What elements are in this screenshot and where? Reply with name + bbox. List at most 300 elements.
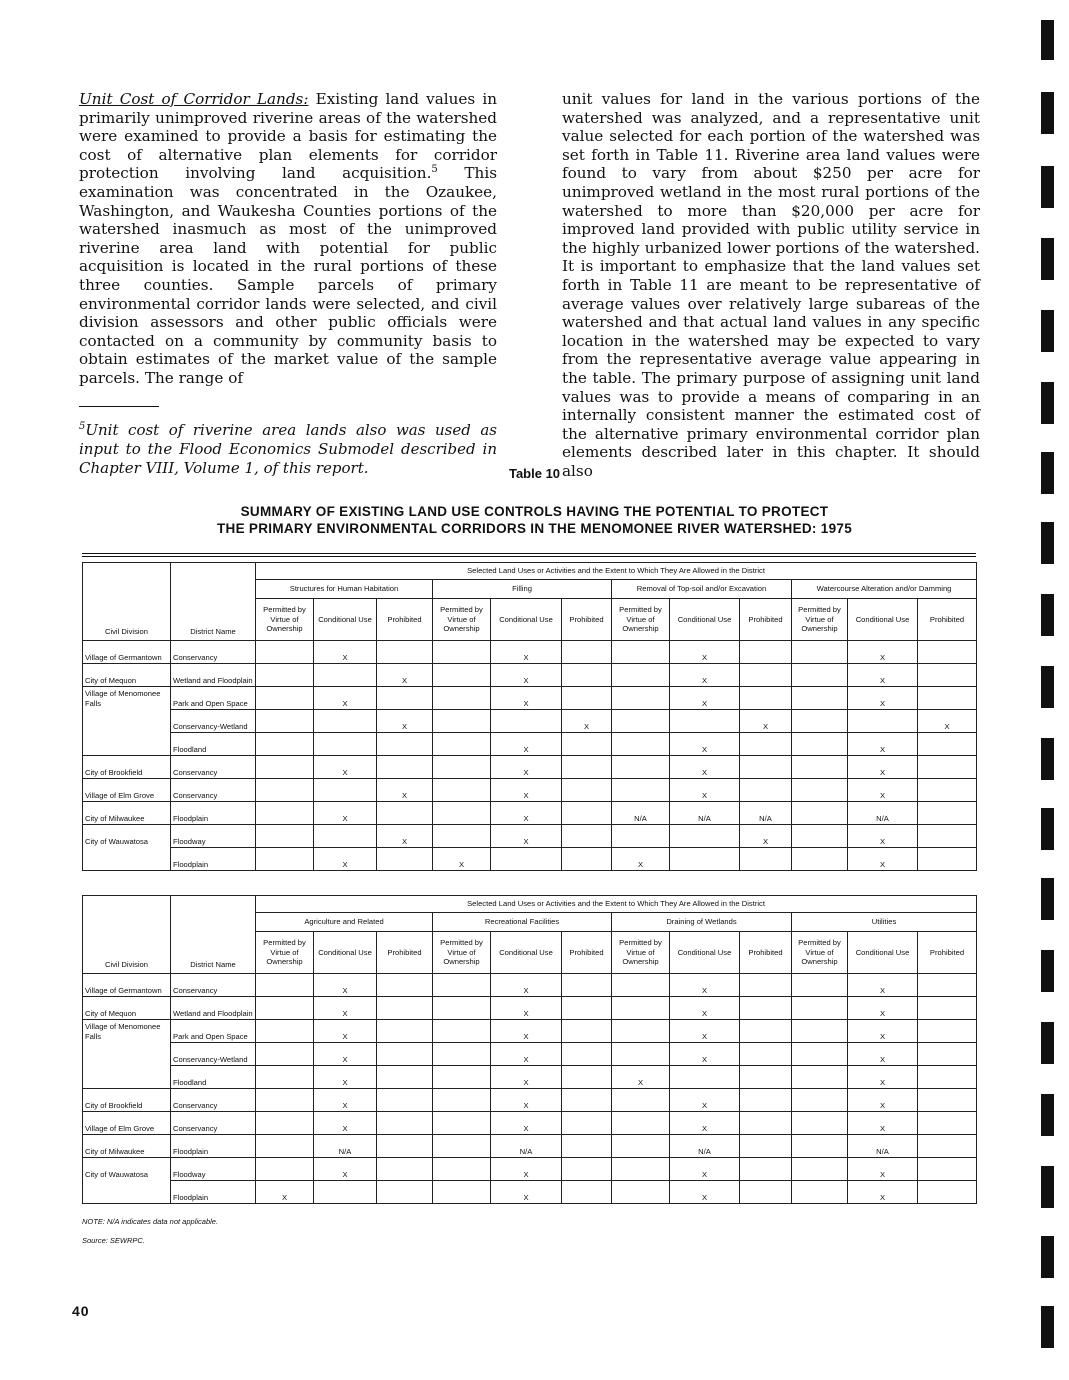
- allowance-cell: [792, 997, 848, 1020]
- allowance-cell: [314, 825, 377, 848]
- allowance-cell: X: [491, 779, 562, 802]
- allowance-cell: X: [377, 710, 433, 733]
- header-group: Structures for Human Habitation: [256, 580, 433, 599]
- table-title-line: SUMMARY OF EXISTING LAND USE CONTROLS HAVING THE POTENTIAL TO PROTECT: [240, 504, 829, 519]
- district-name-cell: Floodway: [171, 1158, 256, 1181]
- allowance-cell: [256, 710, 314, 733]
- district-name-cell: Floodplain: [171, 1135, 256, 1158]
- table-row: [83, 687, 977, 710]
- allowance-cell: [918, 1020, 977, 1043]
- allowance-cell: [256, 756, 314, 779]
- district-name-cell: Conservancy: [171, 974, 256, 997]
- table-row: [83, 997, 977, 1020]
- allowance-cell: [612, 1181, 670, 1204]
- civil-division-cell: City of Brookfield: [83, 756, 171, 779]
- allowance-cell: X: [670, 779, 740, 802]
- allowance-cell: [612, 825, 670, 848]
- allowance-cell: X: [740, 825, 792, 848]
- header-permitted-by-ownership: Permitted by Virtue of Ownership: [433, 932, 491, 974]
- edge-mark: [1041, 1094, 1054, 1136]
- header-group: Agriculture and Related: [256, 913, 433, 932]
- allowance-cell: [740, 779, 792, 802]
- allowance-cell: [670, 1066, 740, 1089]
- table-title: [0, 503, 1069, 537]
- header-conditional-use: Conditional Use: [314, 932, 377, 974]
- edge-mark: [1041, 382, 1054, 424]
- allowance-cell: [792, 802, 848, 825]
- allowance-cell: X: [670, 641, 740, 664]
- allowance-cell: [433, 1181, 491, 1204]
- allowance-cell: [792, 1112, 848, 1135]
- edge-mark: [1041, 594, 1054, 636]
- allowance-cell: X: [918, 710, 977, 733]
- allowance-cell: X: [848, 733, 918, 756]
- allowance-cell: [918, 1089, 977, 1112]
- table-title-line: THE PRIMARY ENVIRONMENTAL CORRIDORS IN THE MENOMONEE RIVER WATERSHED: 1975: [216, 521, 852, 536]
- civil-division-cell: [83, 1181, 171, 1204]
- table-row: [83, 1135, 977, 1158]
- allowance-cell: X: [491, 997, 562, 1020]
- table-row: [83, 1158, 977, 1181]
- allowance-cell: [377, 848, 433, 871]
- table-label: Table 10: [508, 466, 561, 481]
- header-group: Watercourse Alteration and/or Damming: [792, 580, 977, 599]
- allowance-cell: [918, 664, 977, 687]
- allowance-cell: [918, 1158, 977, 1181]
- allowance-cell: [670, 848, 740, 871]
- allowance-cell: [256, 664, 314, 687]
- header-district-name: District Name: [171, 896, 256, 974]
- allowance-cell: [562, 974, 612, 997]
- allowance-cell: X: [612, 848, 670, 871]
- district-name-cell: Conservancy: [171, 756, 256, 779]
- allowance-cell: [562, 1181, 612, 1204]
- allowance-cell: N/A: [612, 802, 670, 825]
- footnote-text: Unit cost of riverine area lands also was used as input to the Flood Economics Submodel described in Chapter VIII, Volume 1, of this report.: [79, 420, 497, 477]
- allowance-cell: [256, 1020, 314, 1043]
- allowance-cell: [377, 1158, 433, 1181]
- allowance-cell: [562, 687, 612, 710]
- civil-division-cell: [83, 848, 171, 871]
- allowance-cell: X: [491, 1043, 562, 1066]
- allowance-cell: X: [491, 1066, 562, 1089]
- allowance-cell: X: [314, 687, 377, 710]
- allowance-cell: [612, 1135, 670, 1158]
- allowance-cell: [256, 1112, 314, 1135]
- allowance-cell: X: [314, 1066, 377, 1089]
- allowance-cell: [918, 848, 977, 871]
- allowance-cell: [433, 710, 491, 733]
- allowance-cell: X: [848, 1089, 918, 1112]
- allowance-cell: [377, 974, 433, 997]
- civil-division-cell: City of Milwaukee: [83, 1135, 171, 1158]
- header-group: Filling: [433, 580, 612, 599]
- header-prohibited: Prohibited: [562, 599, 612, 641]
- header-group: Draining of Wetlands: [612, 913, 792, 932]
- civil-division-cell: Village of Germantown: [83, 641, 171, 664]
- allowance-cell: [612, 664, 670, 687]
- allowance-cell: [433, 1089, 491, 1112]
- district-name-cell: Park and Open Space: [171, 1020, 256, 1043]
- district-name-cell: Floodway: [171, 825, 256, 848]
- allowance-cell: [377, 687, 433, 710]
- allowance-cell: [314, 1181, 377, 1204]
- allowance-cell: [377, 802, 433, 825]
- table-row: [83, 756, 977, 779]
- paragraph-text: Existing land values in primarily unimproved riverine areas of the watershed were examined to provide a basis for estimating the cost of alternative plan elements for corridor protection involving land acquisition.: [79, 90, 497, 183]
- edge-mark: [1041, 1166, 1054, 1208]
- allowance-cell: X: [848, 1112, 918, 1135]
- allowance-cell: X: [670, 1043, 740, 1066]
- allowance-cell: [612, 779, 670, 802]
- civil-division-cell: City of Milwaukee: [83, 802, 171, 825]
- edge-mark: [1041, 92, 1054, 134]
- allowance-cell: [562, 1135, 612, 1158]
- allowance-cell: [918, 1112, 977, 1135]
- allowance-cell: X: [491, 1181, 562, 1204]
- allowance-cell: [433, 802, 491, 825]
- civil-division-cell: City of Mequon: [83, 997, 171, 1020]
- allowance-cell: N/A: [848, 1135, 918, 1158]
- allowance-cell: [740, 997, 792, 1020]
- edge-mark: [1041, 738, 1054, 780]
- header-permitted-by-ownership: Permitted by Virtue of Ownership: [433, 599, 491, 641]
- allowance-cell: [562, 1112, 612, 1135]
- allowance-cell: [433, 779, 491, 802]
- allowance-cell: [918, 802, 977, 825]
- table-row: [83, 825, 977, 848]
- allowance-cell: X: [377, 664, 433, 687]
- allowance-cell: X: [670, 974, 740, 997]
- allowance-cell: [792, 1135, 848, 1158]
- allowance-cell: X: [491, 756, 562, 779]
- header-conditional-use: Conditional Use: [670, 932, 740, 974]
- table-row: [83, 974, 977, 997]
- district-name-cell: Wetland and Floodplain: [171, 997, 256, 1020]
- allowance-cell: X: [670, 756, 740, 779]
- allowance-cell: X: [314, 1089, 377, 1112]
- civil-division-cell: City of Wauwatosa: [83, 1158, 171, 1181]
- table-row: [83, 779, 977, 802]
- allowance-cell: [740, 1066, 792, 1089]
- allowance-cell: [792, 1043, 848, 1066]
- header-group: Recreational Facilities: [433, 913, 612, 932]
- allowance-cell: X: [491, 1112, 562, 1135]
- allowance-cell: [433, 825, 491, 848]
- allowance-cell: [377, 1066, 433, 1089]
- allowance-cell: [562, 848, 612, 871]
- allowance-cell: [792, 1181, 848, 1204]
- allowance-cell: [918, 1066, 977, 1089]
- header-civil-division: Civil Division: [83, 563, 171, 641]
- allowance-cell: [314, 779, 377, 802]
- allowance-cell: [377, 1135, 433, 1158]
- allowance-cell: X: [670, 1112, 740, 1135]
- allowance-cell: [740, 1181, 792, 1204]
- left-text-column: [79, 90, 497, 478]
- allowance-cell: [918, 756, 977, 779]
- allowance-cell: [740, 1043, 792, 1066]
- allowance-cell: X: [491, 974, 562, 997]
- edge-mark: [1041, 1236, 1054, 1278]
- district-name-cell: Conservancy: [171, 1112, 256, 1135]
- allowance-cell: [740, 1089, 792, 1112]
- allowance-cell: [562, 733, 612, 756]
- header-prohibited: Prohibited: [918, 599, 977, 641]
- allowance-cell: [491, 848, 562, 871]
- allowance-cell: [562, 997, 612, 1020]
- allowance-cell: [433, 687, 491, 710]
- allowance-cell: X: [848, 848, 918, 871]
- allowance-cell: [918, 779, 977, 802]
- footnote-divider: [79, 406, 159, 407]
- section-heading: Unit Cost of Corridor Lands:: [79, 90, 309, 108]
- header-conditional-use: Conditional Use: [848, 932, 918, 974]
- allowance-cell: X: [377, 825, 433, 848]
- allowance-cell: [433, 997, 491, 1020]
- allowance-cell: [256, 1158, 314, 1181]
- allowance-cell: [433, 1043, 491, 1066]
- edge-mark: [1041, 310, 1054, 352]
- civil-division-cell: Village of Elm Grove: [83, 779, 171, 802]
- civil-division-cell: [83, 710, 171, 733]
- allowance-cell: [918, 1135, 977, 1158]
- edge-mark: [1041, 666, 1054, 708]
- allowance-cell: [256, 641, 314, 664]
- allowance-cell: X: [848, 1066, 918, 1089]
- header-prohibited: Prohibited: [740, 599, 792, 641]
- allowance-cell: X: [314, 1158, 377, 1181]
- district-name-cell: Conservancy: [171, 1089, 256, 1112]
- allowance-cell: [792, 848, 848, 871]
- allowance-cell: [256, 848, 314, 871]
- allowance-cell: [918, 974, 977, 997]
- allowance-cell: [377, 756, 433, 779]
- allowance-cell: X: [848, 779, 918, 802]
- allowance-cell: [433, 1020, 491, 1043]
- allowance-cell: [792, 1158, 848, 1181]
- allowance-cell: [670, 825, 740, 848]
- allowance-cell: [792, 825, 848, 848]
- allowance-cell: [740, 848, 792, 871]
- edge-mark: [1041, 522, 1054, 564]
- allowance-cell: [256, 1043, 314, 1066]
- allowance-cell: X: [670, 997, 740, 1020]
- header-civil-division: Civil Division: [83, 896, 171, 974]
- civil-division-cell: City of Mequon: [83, 664, 171, 687]
- allowance-cell: [740, 687, 792, 710]
- allowance-cell: [792, 756, 848, 779]
- header-prohibited: Prohibited: [740, 932, 792, 974]
- allowance-cell: [918, 641, 977, 664]
- land-use-table-part1: [82, 562, 977, 871]
- edge-mark: [1041, 452, 1054, 494]
- header-prohibited: Prohibited: [562, 932, 612, 974]
- allowance-cell: [256, 1066, 314, 1089]
- allowance-cell: [792, 687, 848, 710]
- allowance-cell: [792, 641, 848, 664]
- allowance-cell: [562, 779, 612, 802]
- allowance-cell: [562, 802, 612, 825]
- allowance-cell: X: [491, 802, 562, 825]
- header-conditional-use: Conditional Use: [670, 599, 740, 641]
- allowance-cell: [792, 664, 848, 687]
- allowance-cell: X: [848, 641, 918, 664]
- allowance-cell: [433, 1135, 491, 1158]
- header-super: Selected Land Uses or Activities and the Extent to Which They Are Allowed in the District: [256, 896, 977, 913]
- allowance-cell: X: [562, 710, 612, 733]
- allowance-cell: [433, 1158, 491, 1181]
- allowance-cell: [612, 1089, 670, 1112]
- table-row: [83, 1181, 977, 1204]
- allowance-cell: [792, 1020, 848, 1043]
- allowance-cell: X: [848, 687, 918, 710]
- district-name-cell: Wetland and Floodplain: [171, 664, 256, 687]
- table-note: NOTE: N/A indicates data not applicable.: [82, 1217, 219, 1226]
- allowance-cell: [377, 997, 433, 1020]
- table-row: [83, 1089, 977, 1112]
- allowance-cell: N/A: [314, 1135, 377, 1158]
- allowance-cell: [612, 1043, 670, 1066]
- edge-mark: [1041, 20, 1054, 60]
- header-permitted-by-ownership: Permitted by Virtue of Ownership: [256, 599, 314, 641]
- allowance-cell: [562, 756, 612, 779]
- header-district-name: District Name: [171, 563, 256, 641]
- civil-division-cell: [83, 1066, 171, 1089]
- allowance-cell: [433, 733, 491, 756]
- allowance-cell: X: [377, 779, 433, 802]
- allowance-cell: [918, 825, 977, 848]
- page-number: 40: [72, 1303, 90, 1319]
- allowance-cell: [562, 825, 612, 848]
- allowance-cell: [792, 974, 848, 997]
- allowance-cell: [433, 641, 491, 664]
- allowance-cell: X: [491, 641, 562, 664]
- table-source: Source: SEWRPC.: [82, 1236, 145, 1245]
- allowance-cell: [612, 756, 670, 779]
- allowance-cell: X: [848, 756, 918, 779]
- table-row: [83, 848, 977, 871]
- allowance-cell: N/A: [848, 802, 918, 825]
- allowance-cell: [433, 1066, 491, 1089]
- edge-mark: [1041, 1022, 1054, 1064]
- allowance-cell: [918, 1181, 977, 1204]
- allowance-cell: X: [670, 1181, 740, 1204]
- allowance-cell: [562, 1158, 612, 1181]
- allowance-cell: X: [670, 1089, 740, 1112]
- allowance-cell: X: [491, 687, 562, 710]
- table-row: [83, 802, 977, 825]
- allowance-cell: X: [314, 641, 377, 664]
- allowance-cell: X: [314, 848, 377, 871]
- civil-division-cell: Village of Elm Grove: [83, 1112, 171, 1135]
- allowance-cell: X: [491, 825, 562, 848]
- allowance-cell: [918, 733, 977, 756]
- allowance-cell: [433, 756, 491, 779]
- allowance-cell: [740, 1158, 792, 1181]
- header-permitted-by-ownership: Permitted by Virtue of Ownership: [792, 932, 848, 974]
- allowance-cell: [377, 1181, 433, 1204]
- allowance-cell: [848, 710, 918, 733]
- edge-mark: [1041, 166, 1054, 208]
- allowance-cell: [670, 710, 740, 733]
- allowance-cell: [792, 733, 848, 756]
- allowance-cell: X: [256, 1181, 314, 1204]
- edge-mark: [1041, 238, 1054, 280]
- allowance-cell: X: [491, 664, 562, 687]
- allowance-cell: [377, 733, 433, 756]
- allowance-cell: [612, 997, 670, 1020]
- allowance-cell: X: [314, 1043, 377, 1066]
- table-row: [83, 1066, 977, 1089]
- allowance-cell: [377, 1020, 433, 1043]
- allowance-cell: X: [848, 1020, 918, 1043]
- allowance-cell: [612, 974, 670, 997]
- district-name-cell: Floodland: [171, 733, 256, 756]
- allowance-cell: [562, 664, 612, 687]
- table-row: [83, 1112, 977, 1135]
- allowance-cell: [256, 974, 314, 997]
- allowance-cell: [256, 687, 314, 710]
- header-prohibited: Prohibited: [918, 932, 977, 974]
- allowance-cell: [792, 1066, 848, 1089]
- allowance-cell: X: [740, 710, 792, 733]
- allowance-cell: X: [670, 733, 740, 756]
- allowance-cell: X: [848, 825, 918, 848]
- allowance-cell: X: [491, 1089, 562, 1112]
- allowance-cell: [612, 733, 670, 756]
- allowance-cell: [740, 641, 792, 664]
- table-row: [83, 733, 977, 756]
- allowance-cell: [918, 687, 977, 710]
- civil-division-cell: City of Wauwatosa: [83, 825, 171, 848]
- table-row: [83, 641, 977, 664]
- allowance-cell: X: [314, 1020, 377, 1043]
- allowance-cell: [612, 710, 670, 733]
- civil-division-cell: [83, 1043, 171, 1066]
- allowance-cell: [491, 710, 562, 733]
- civil-division-cell: Village of Germantown: [83, 974, 171, 997]
- edge-mark: [1041, 1306, 1054, 1348]
- header-prohibited: Prohibited: [377, 599, 433, 641]
- allowance-cell: X: [491, 1158, 562, 1181]
- edge-mark: [1041, 878, 1054, 920]
- allowance-cell: X: [314, 802, 377, 825]
- header-prohibited: Prohibited: [377, 932, 433, 974]
- allowance-cell: X: [848, 1043, 918, 1066]
- allowance-cell: [612, 641, 670, 664]
- edge-mark: [1041, 808, 1054, 850]
- allowance-cell: [740, 1020, 792, 1043]
- allowance-cell: X: [491, 733, 562, 756]
- district-name-cell: Floodland: [171, 1066, 256, 1089]
- civil-division-cell: [83, 733, 171, 756]
- civil-division-cell: Village of Menomonee Falls: [83, 1020, 171, 1043]
- header-conditional-use: Conditional Use: [491, 932, 562, 974]
- allowance-cell: [612, 687, 670, 710]
- header-super: Selected Land Uses or Activities and the Extent to Which They Are Allowed in the District: [256, 563, 977, 580]
- left-paragraph: [79, 90, 497, 388]
- header-conditional-use: Conditional Use: [848, 599, 918, 641]
- district-name-cell: Floodplain: [171, 802, 256, 825]
- allowance-cell: [256, 779, 314, 802]
- allowance-cell: [256, 825, 314, 848]
- district-name-cell: Floodplain: [171, 1181, 256, 1204]
- edge-mark: [1041, 950, 1054, 992]
- table-row: [83, 1020, 977, 1043]
- allowance-cell: [256, 802, 314, 825]
- allowance-cell: [562, 1066, 612, 1089]
